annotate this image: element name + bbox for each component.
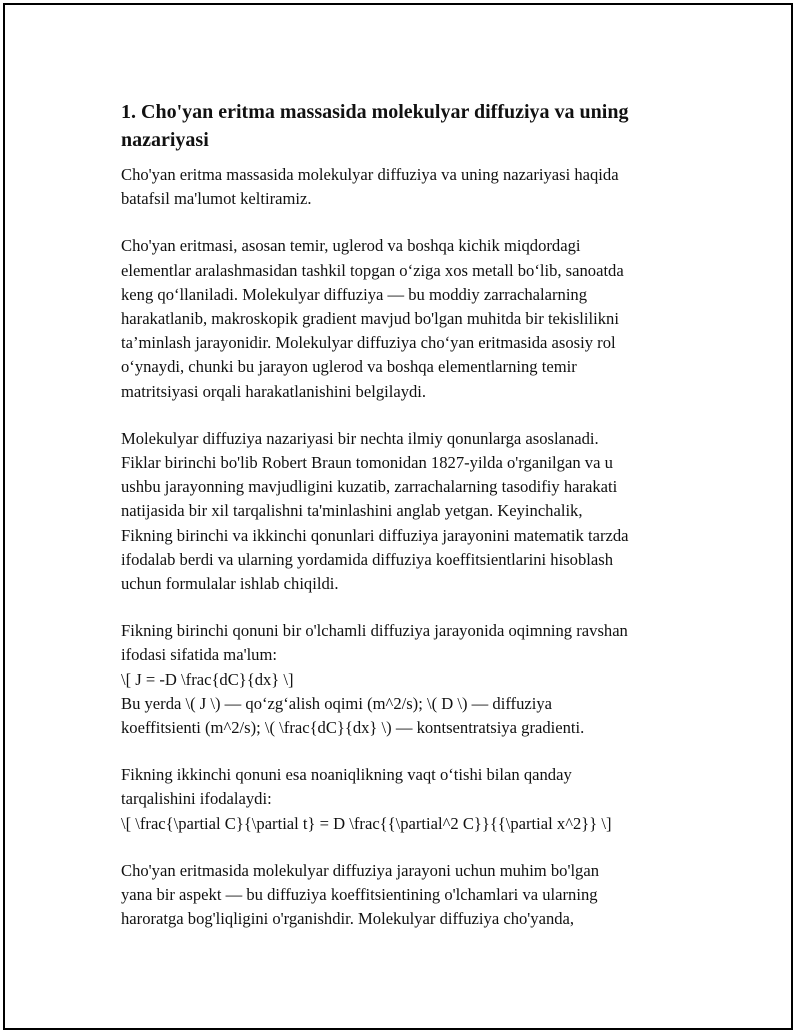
text-line: Molekulyar diffuziya nazariyasi bir nechta ilmiy qonunlarga asoslanadi.: [121, 428, 599, 448]
paragraph-first-law: [121, 619, 701, 740]
text-line: haroratga bog'liqligini o'rganishdir. Molekulyar diffuziya cho'yanda,: [121, 909, 575, 929]
text-line: Fikning birinchi qonuni bir o'lchamli diffuziya jarayonida oqimning ravshan: [121, 621, 628, 641]
text-line: ifodasi sifatida ma'lum:: [121, 645, 277, 665]
text-line: batafsil ma'lumot keltiramiz.: [121, 189, 312, 209]
text-line: keng qo‘llaniladi. Molekulyar diffuziya — bu moddiy zarrachalarning: [121, 284, 588, 304]
text-line: Cho'yan eritmasi, asosan temir, uglerod va boshqa kichik miqdordagi: [121, 236, 581, 256]
paragraph-coefficients: [121, 859, 701, 932]
formula-second-law: \[ \frac{\partial C}{\partial t} = D \frac{{\partial^2 C}}{{\partial x^2}} \]: [121, 813, 612, 833]
text-line: elementlar aralashmasidan tashkil topgan o‘ziga xos metall bo‘lib, sanoatda: [121, 260, 624, 280]
text-line: matritsiyasi orqali harakatlanishini belgilaydi.: [121, 381, 427, 401]
text-line: koeffitsienti (m^2/s); \( \frac{dC}{dx} \) — kontsentratsiya gradienti.: [121, 718, 585, 738]
document-body: [121, 98, 701, 954]
text-line: yana bir aspekt — bu diffuziya koeffitsientining o'lchamlari va ularning: [121, 885, 598, 905]
paragraph-intro: [121, 163, 701, 211]
text-line: ta’minlash jarayonidir. Molekulyar diffuziya cho‘yan eritmasida asosiy rol: [121, 333, 616, 353]
text-line: Fikning birinchi va ikkinchi qonunlari diffuziya jarayonini matematik tarzda: [121, 525, 629, 545]
paragraph-cast-iron: [121, 234, 701, 403]
text-line: uchun formulalar ishlab chiqildi.: [121, 574, 339, 594]
text-line: ushbu jarayonning mavjudligini kuzatib, zarrachalarning tasodifiy harakati: [121, 477, 618, 497]
text-line: Bu yerda \( J \) — qo‘zg‘alish oqimi (m^2/s); \( D \) — diffuziya: [121, 693, 552, 713]
text-line: ifodalab berdi va ularning yordamida diffuziya koeffitsientlarini hisoblash: [121, 549, 613, 569]
text-line: Cho'yan eritmasida molekulyar diffuziya jarayoni uchun muhim bo'lgan: [121, 860, 600, 880]
section-heading: [121, 98, 701, 154]
heading-line: 1. Cho'yan eritma massasida molekulyar diffuziya va uning: [121, 101, 629, 123]
text-line: Cho'yan eritma massasida molekulyar diffuziya va uning nazariyasi haqida: [121, 165, 619, 184]
formula-first-law: \[ J = -D \frac{dC}{dx} \]: [121, 669, 294, 689]
text-line: Fikning ikkinchi qonuni esa noaniqlikning vaqt o‘tishi bilan qanday: [121, 765, 572, 785]
text-line: o‘ynaydi, chunki bu jarayon uglerod va boshqa elementlarning temir: [121, 357, 577, 377]
page-frame: [3, 3, 793, 1030]
text-line: harakatlanib, makroskopik gradient mavjud bo'lgan muhitda bir tekislilikni: [121, 309, 619, 329]
heading-line: nazariyasi: [121, 129, 209, 151]
text-line: tarqalishini ifodalaydi:: [121, 789, 272, 809]
paragraph-second-law: [121, 763, 701, 836]
text-line: Fiklar birinchi bo'lib Robert Braun tomonidan 1827-yilda o'rganilgan va u: [121, 453, 613, 473]
text-line: natijasida bir xil tarqalishni ta'minlashini anglab yetgan. Keyinchalik,: [121, 501, 583, 521]
paragraph-theory: [121, 427, 701, 596]
